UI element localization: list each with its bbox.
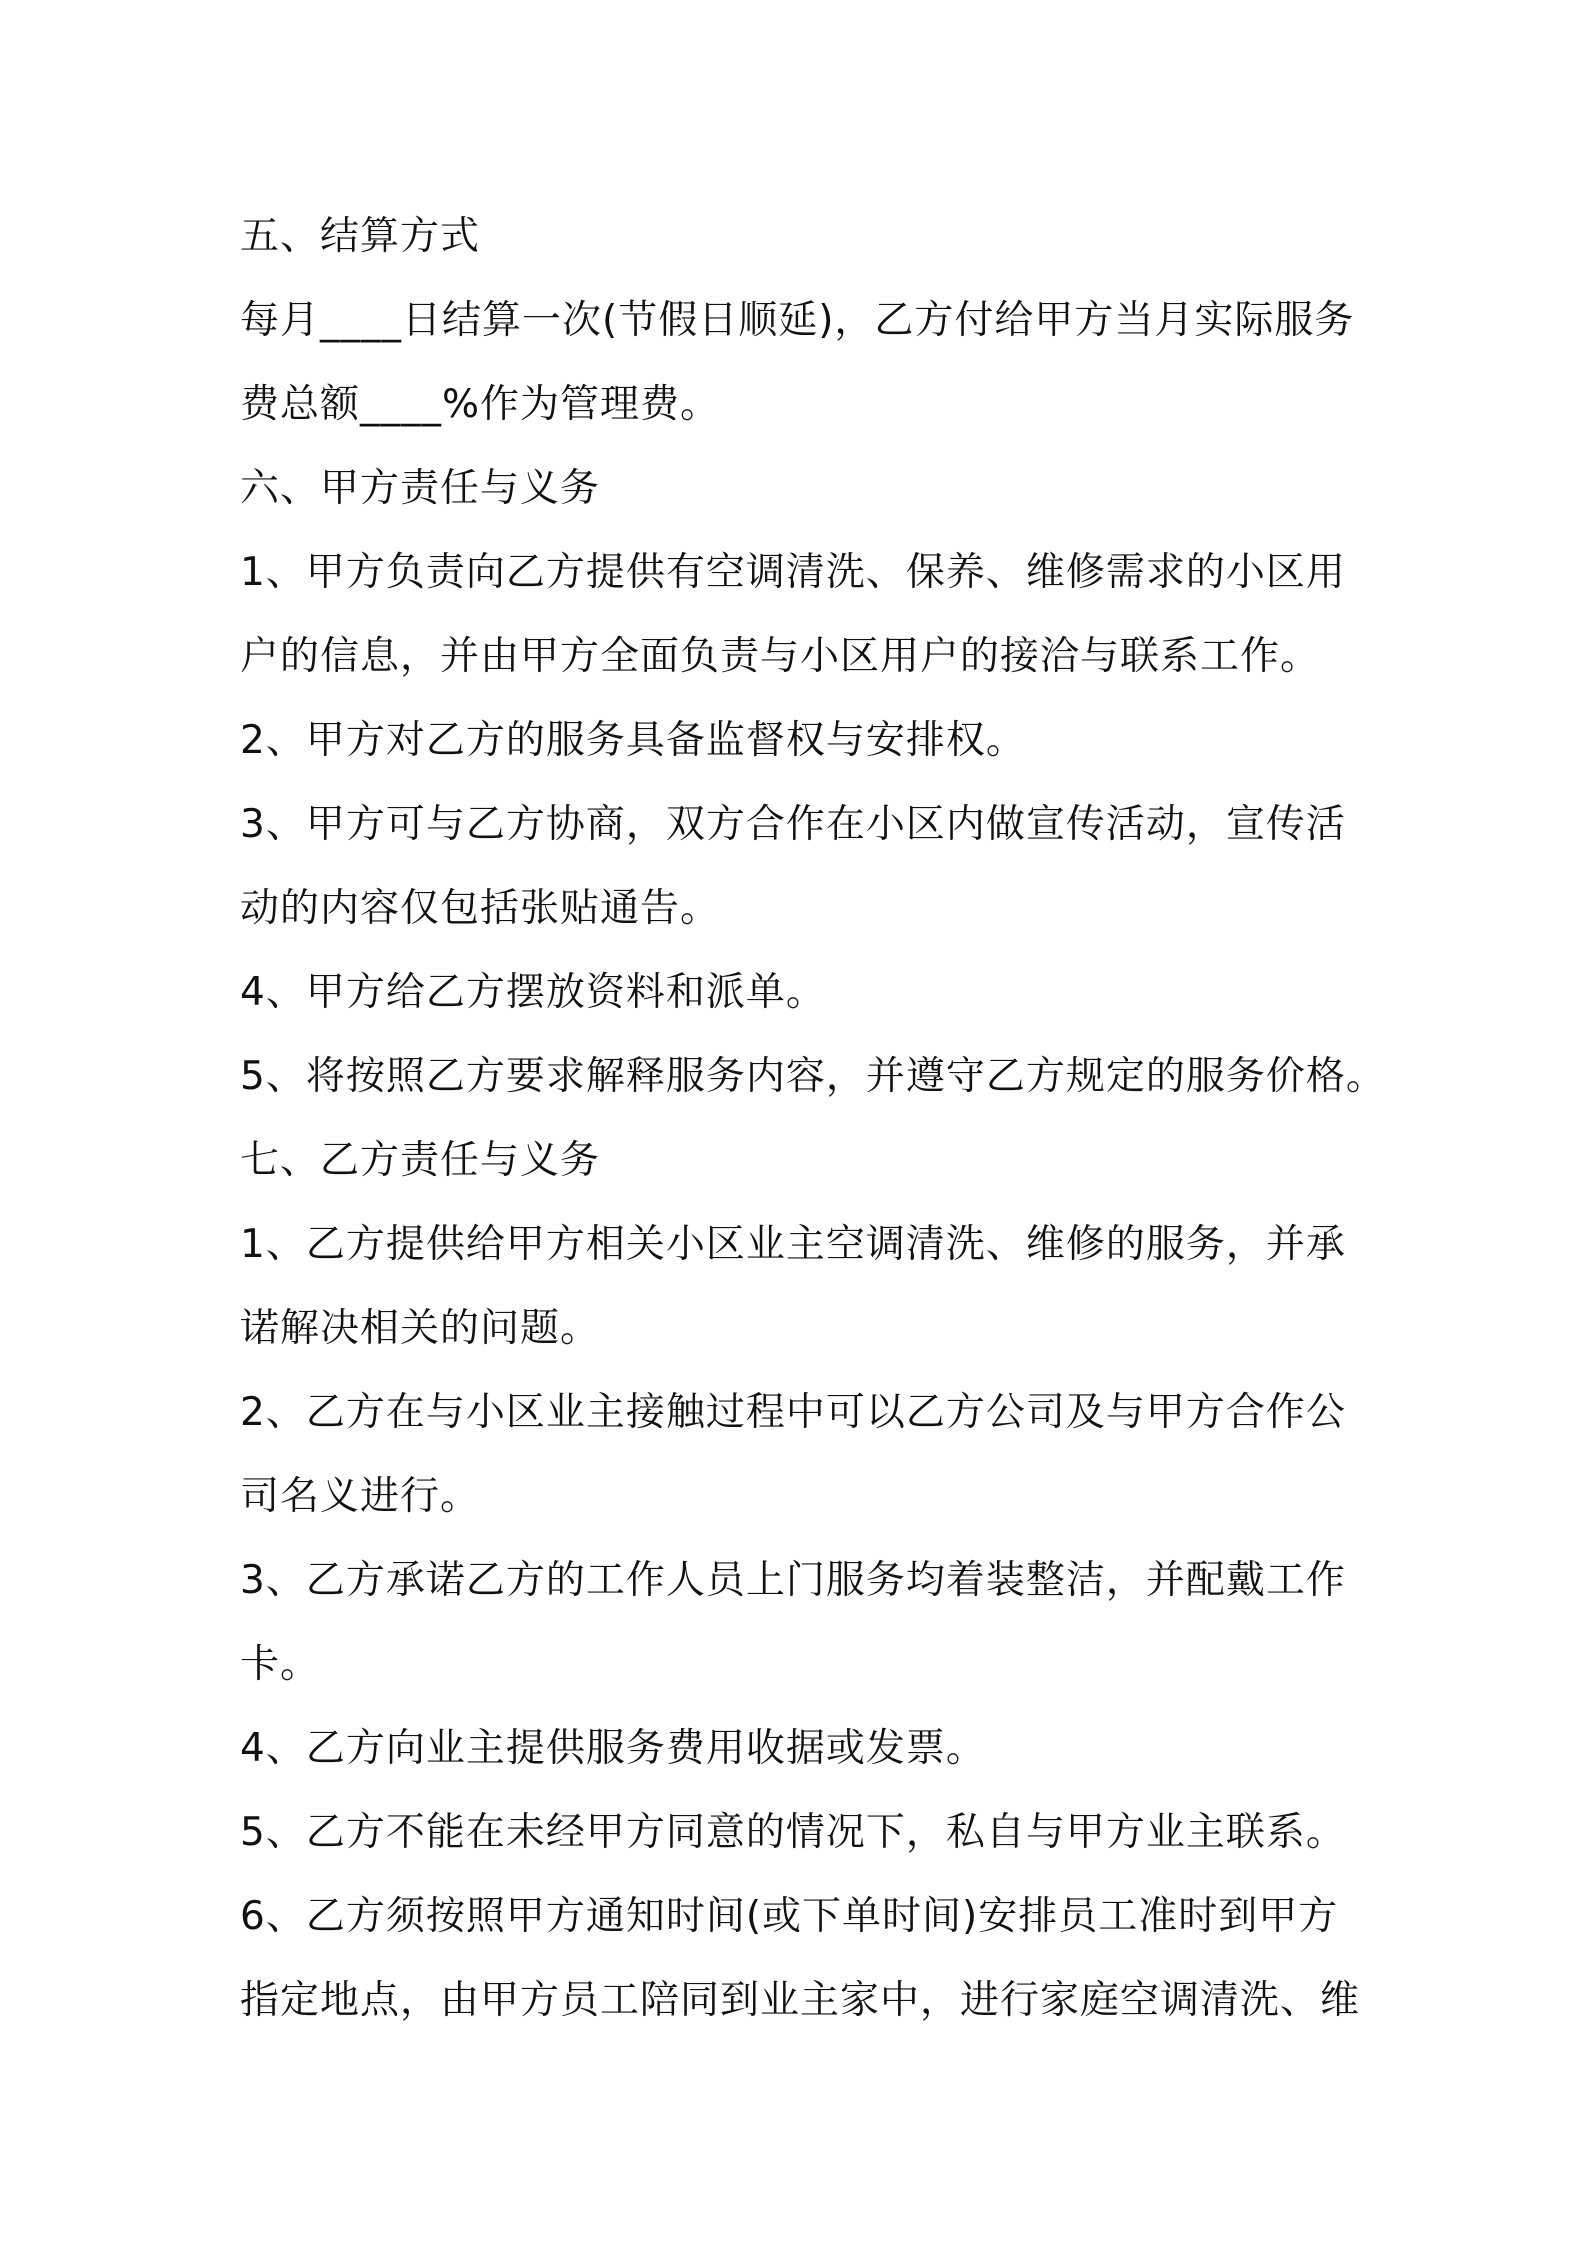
paragraph-line: 1、甲方负责向乙方提供有空调清洗、保养、维修需求的小区用 <box>240 550 1346 595</box>
paragraph-line: 诺解决相关的问题。 <box>240 1306 601 1351</box>
document-body <box>240 195 1386 2043</box>
paragraph-line: 6、乙方须按照甲方通知时间(或下单时间)安排员工准时到甲方 <box>240 1894 1339 1939</box>
paragraph-line: 司名义进行。 <box>240 1474 481 1519</box>
paragraph-line: 4、甲方给乙方摆放资料和派单。 <box>240 970 826 1015</box>
section-heading-party-b: 七、乙方责任与义务 <box>240 1138 601 1183</box>
paragraph-line: 2、乙方在与小区业主接触过程中可以乙方公司及与甲方合作公 <box>240 1390 1346 1435</box>
section-heading-party-a: 六、甲方责任与义务 <box>240 466 601 511</box>
paragraph-line: 4、乙方向业主提供服务费用收据或发票。 <box>240 1726 986 1771</box>
paragraph-line: 5、将按照乙方要求解释服务内容，并遵守乙方规定的服务价格。 <box>240 1054 1386 1099</box>
paragraph-line: 动的内容仅包括张贴通告。 <box>240 886 721 931</box>
paragraph-line: 2、甲方对乙方的服务具备监督权与安排权。 <box>240 718 1026 763</box>
paragraph-line: 每月____日结算一次(节假日顺延)，乙方付给甲方当月实际服务 <box>240 298 1355 343</box>
paragraph-line: 户的信息，并由甲方全面负责与小区用户的接洽与联系工作。 <box>240 634 1321 679</box>
paragraph-line: 3、乙方承诺乙方的工作人员上门服务均着装整洁，并配戴工作 <box>240 1558 1346 1603</box>
paragraph-line: 卡。 <box>240 1642 321 1687</box>
paragraph-line: 1、乙方提供给甲方相关小区业主空调清洗、维修的服务，并承 <box>240 1222 1346 1267</box>
paragraph-line: 费总额____%作为管理费。 <box>240 382 721 427</box>
paragraph-line: 指定地点，由甲方员工陪同到业主家中，进行家庭空调清洗、维 <box>240 1978 1361 2023</box>
paragraph-line: 3、甲方可与乙方协商，双方合作在小区内做宣传活动，宣传活 <box>240 802 1346 847</box>
section-heading-settlement: 五、结算方式 <box>240 214 481 259</box>
paragraph-line: 5、乙方不能在未经甲方同意的情况下，私自与甲方业主联系。 <box>240 1810 1346 1855</box>
